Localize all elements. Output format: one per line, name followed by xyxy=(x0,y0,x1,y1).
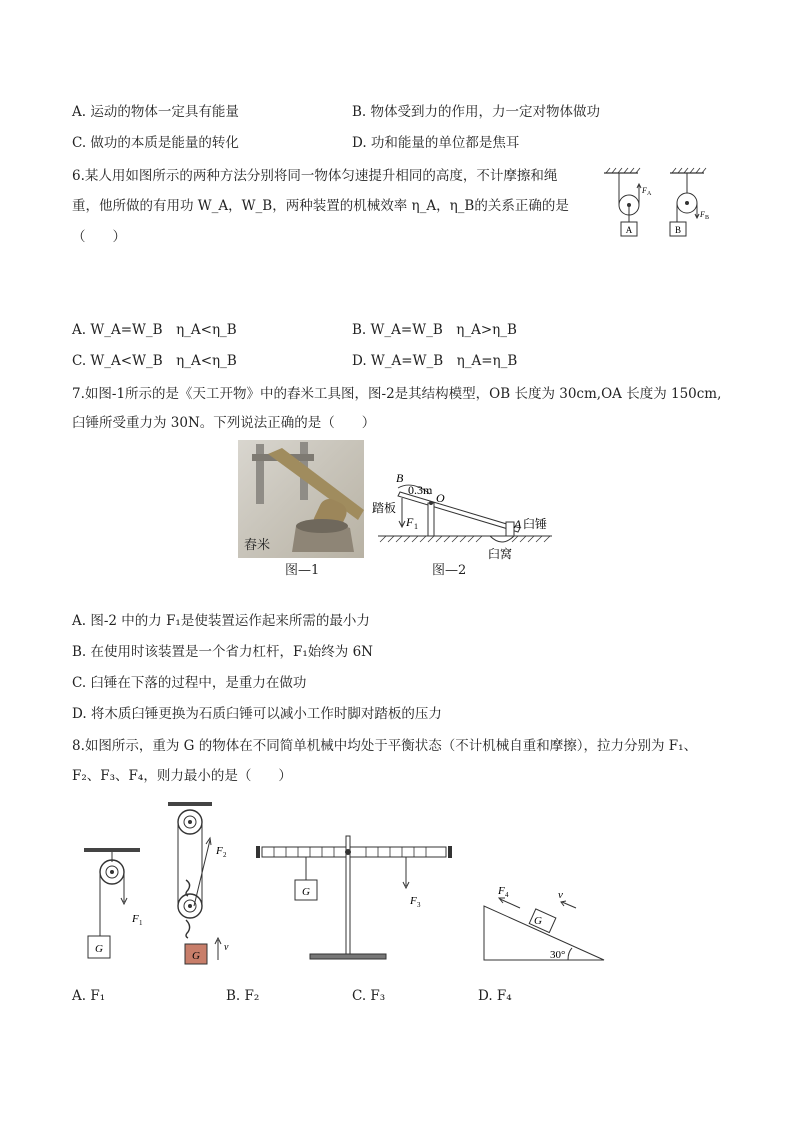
q6-option-b: B. W_A=W_B η_A>η_B xyxy=(352,322,517,338)
q8-b-f: F xyxy=(216,845,223,857)
q8-c-f-sub: 3 xyxy=(417,901,421,909)
q8-stem-line1: 8.如图所示，重为 G 的物体在不同简单机械中均处于平衡状态（不计机械自重和摩擦），拉力分别为 F₁、 xyxy=(72,738,698,754)
q7-label-dist: 0.3m xyxy=(408,483,433,497)
q7-label-b: B xyxy=(396,471,404,485)
q8-option-b: B. F₂ xyxy=(226,988,260,1004)
q7-label-o: O xyxy=(436,491,445,505)
q7-label-pedal: 踏板 xyxy=(372,501,397,515)
q8-b-g: G xyxy=(192,950,200,962)
q6-pulley-figure xyxy=(598,165,722,245)
q7-option-b: B. 在使用时该装置是一个省力杠杆，F₁始终为 6N xyxy=(72,644,373,660)
q7-option-d: D. 将木质臼锤更换为石质臼锤可以减小工作时脚对踏板的压力 xyxy=(72,706,442,722)
q8-d-angle: 30° xyxy=(550,949,566,961)
q6-label-fb-sub: B xyxy=(705,215,710,221)
q7-photo-label: 舂米 xyxy=(244,538,271,553)
q8-mechanisms-figure xyxy=(72,798,612,972)
q6-option-c: C. W_A<W_B η_A<η_B xyxy=(72,353,237,369)
q7-label-a: A xyxy=(514,517,522,531)
q8-stem-line2: F₂、F₃、F₄，则力最小的是（ ） xyxy=(72,768,292,784)
q8-option-c: C. F₃ xyxy=(352,988,386,1004)
q6-label-b: B xyxy=(674,225,682,235)
q8-d-v: v xyxy=(558,889,563,901)
q6-stem-line3: （ ） xyxy=(72,229,126,245)
q8-a-g: G xyxy=(95,943,103,955)
q8-c-g: G xyxy=(302,886,310,898)
q7-photo xyxy=(238,440,364,558)
q7-fig2-caption: 图—2 xyxy=(432,563,467,578)
q5-option-d: D. 功和能量的单位都是焦耳 xyxy=(352,135,520,151)
q7-label-f: F xyxy=(406,515,414,529)
q7-label-hammer: 臼锤 xyxy=(523,517,548,531)
q7-stem-line2: 臼锤所受重力为 30N。下列说法正确的是（ ） xyxy=(72,415,376,431)
q8-a-f: F xyxy=(132,913,139,925)
q6-label-a: A xyxy=(625,225,633,235)
q6-label-fb: F xyxy=(700,210,705,219)
q8-option-a: A. F₁ xyxy=(72,988,106,1004)
q7-stem-line1: 7.如图-1所示的是《天工开物》中的舂米工具图，图-2是其结构模型，OB 长度为 30cm,OA 长度为 150cm, xyxy=(72,386,722,402)
q8-option-d: D. F₄ xyxy=(478,988,512,1004)
q7-fig1-caption: 图—1 xyxy=(285,563,320,578)
q8-a-f-sub: 1 xyxy=(139,919,143,927)
q7-option-a: A. 图-2 中的力 F₁是使装置运作起来所需的最小力 xyxy=(72,613,370,629)
q6-label-fa-sub: A xyxy=(647,191,652,197)
q6-stem-line1: 6.某人用如图所示的两种方法分别将同一物体匀速提升相同的高度，不计摩擦和绳 xyxy=(72,168,558,184)
q7-lever-model xyxy=(372,466,562,562)
q6-stem-line2: 重，他所做的有用功 W_A，W_B，两种装置的机械效率 η_A，η_B的关系正确的是 xyxy=(72,198,569,214)
q7-label-f-sub: 1 xyxy=(414,522,418,531)
q5-option-c: C. 做功的本质是能量的转化 xyxy=(72,135,239,151)
q8-d-g: G xyxy=(534,915,542,927)
q8-b-v: v xyxy=(224,942,229,953)
q8-d-f-sub: 4 xyxy=(505,891,509,899)
q6-label-fa: F xyxy=(642,186,647,195)
q6-option-a: A. W_A=W_B η_A<η_B xyxy=(72,322,237,338)
q7-label-mortar: 臼窝 xyxy=(488,547,513,561)
q6-option-d: D. W_A=W_B η_A=η_B xyxy=(352,353,518,369)
q8-c-f: F xyxy=(410,895,417,907)
q5-option-b: B. 物体受到力的作用，力一定对物体做功 xyxy=(352,104,601,120)
q7-option-c: C. 臼锤在下落的过程中，是重力在做功 xyxy=(72,675,307,691)
q8-d-f: F xyxy=(498,885,505,897)
q8-b-f-sub: 2 xyxy=(223,851,227,859)
q5-option-a: A. 运动的物体一定具有能量 xyxy=(72,104,239,120)
